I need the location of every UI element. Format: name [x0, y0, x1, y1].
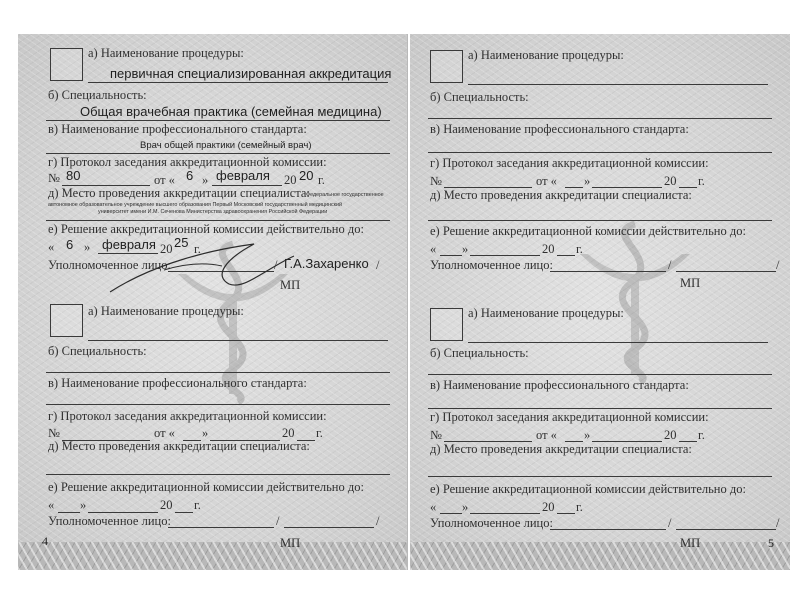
protocol-year-1: 20 — [299, 168, 314, 183]
mp-stamp-2: МП — [280, 536, 301, 550]
protocol-month-1: февраля — [216, 168, 270, 183]
protocol-year-suffix-3: г. — [698, 174, 705, 188]
protocol-from-1: от « — [154, 173, 175, 187]
place-label-1: д) Место проведения аккредитации специалиста: — [48, 186, 310, 200]
protocol-from-2: от « — [154, 426, 175, 440]
decision-day-1: 6 — [66, 237, 74, 252]
page-number-right: 5 — [768, 536, 774, 550]
protocol-year-prefix-3: 20 — [664, 174, 677, 188]
authorized-slash-2a: / — [276, 514, 280, 528]
decision-quote-open-2: « — [48, 498, 55, 512]
place-value-1c: университет имени И.М. Сеченова Министерства здравоохранения Российской Федерации — [98, 209, 328, 215]
authorized-slash-4a: / — [668, 516, 672, 530]
page-left — [18, 34, 408, 570]
standard-label-4: в) Наименование профессионального стандарта: — [430, 378, 689, 392]
protocol-day-1: 6 — [186, 168, 194, 183]
ornament-border-right — [410, 542, 790, 570]
decision-year-suffix-2: г. — [194, 498, 201, 512]
protocol-label-3: г) Протокол заседания аккредитационной комиссии: — [430, 156, 709, 170]
procedure-checkbox-1 — [50, 48, 83, 81]
decision-label-2: е) Решение аккредитационной комиссии действительно до: — [48, 480, 364, 494]
specialty-label-4: б) Специальность: — [430, 346, 529, 360]
protocol-quote-close-3: » — [584, 174, 591, 188]
place-label-4: д) Место проведения аккредитации специалиста: — [430, 442, 692, 456]
protocol-year-prefix-2: 20 — [282, 426, 295, 440]
decision-year-suffix-4: г. — [576, 500, 583, 514]
authorized-name-1: Г.А.Захаренко — [284, 256, 369, 271]
authorized-slash-4b: / — [776, 516, 780, 530]
decision-year-prefix-2: 20 — [160, 498, 173, 512]
signature-image — [104, 230, 304, 300]
protocol-num-sign-2: № — [48, 426, 60, 440]
decision-quote-close-3: » — [462, 242, 469, 256]
standard-label-2: в) Наименование профессионального стандарта: — [48, 376, 307, 390]
authorized-slash-3b: / — [776, 258, 780, 272]
protocol-quote-close-4: » — [584, 428, 591, 442]
protocol-year-suffix-1: г. — [318, 173, 325, 187]
mp-stamp-1: МП — [280, 278, 301, 292]
decision-label-1: е) Решение аккредитационной комиссии действительно до: — [48, 222, 364, 236]
authorized-label-3: Уполномоченное лицо: — [430, 258, 553, 272]
decision-label-3: е) Решение аккредитационной комиссии действительно до: — [430, 224, 746, 238]
place-label-2: д) Место проведения аккредитации специалиста: — [48, 439, 310, 453]
authorized-label-4: Уполномоченное лицо: — [430, 516, 553, 530]
decision-year-prefix-3: 20 — [542, 242, 555, 256]
mp-stamp-3: МП — [680, 276, 701, 290]
protocol-label-1: г) Протокол заседания аккредитационной комиссии: — [48, 155, 327, 169]
protocol-quote-close-1: » — [202, 173, 209, 187]
authorized-slash-3a: / — [668, 258, 672, 272]
specialty-value-1: Общая врачебная практика (семейная медицина) — [80, 104, 382, 119]
protocol-year-prefix-4: 20 — [664, 428, 677, 442]
standard-value-1: Врач общей практики (семейный врач) — [140, 140, 312, 151]
authorized-slash-1b: / — [376, 258, 380, 272]
page-right — [410, 34, 790, 570]
authorized-label-2: Уполномоченное лицо: — [48, 514, 171, 528]
place-value-1a: Федеральное государственное — [306, 192, 384, 198]
authorized-label-1: Уполномоченное лицо: — [48, 258, 171, 272]
decision-year-suffix-3: г. — [576, 242, 583, 256]
protocol-label-2: г) Протокол заседания аккредитационной комиссии: — [48, 409, 327, 423]
decision-quote-close-4: » — [462, 500, 469, 514]
procedure-checkbox-4 — [430, 308, 463, 341]
standard-label-1: в) Наименование профессионального стандарта: — [48, 122, 307, 136]
place-value-1b: автономное образовательное учреждение высшего образования Первый Московский государственный медицинский — [48, 202, 343, 208]
protocol-quote-close-2: » — [202, 426, 209, 440]
protocol-year-suffix-4: г. — [698, 428, 705, 442]
decision-year-suffix-1: г. — [194, 242, 201, 256]
protocol-num-sign-3: № — [430, 174, 442, 188]
protocol-from-3: от « — [536, 174, 557, 188]
authorized-slash-1a: / — [274, 258, 278, 272]
mp-stamp-4: МП — [680, 536, 701, 550]
decision-quote-open-1: « — [48, 240, 55, 254]
protocol-number-1: 80 — [66, 168, 81, 183]
decision-quote-open-3: « — [430, 242, 437, 256]
specialty-label-1: б) Специальность: — [48, 88, 147, 102]
procedure-checkbox-2 — [50, 304, 83, 337]
place-label-3: д) Место проведения аккредитации специалиста: — [430, 188, 692, 202]
decision-label-4: е) Решение аккредитационной комиссии действительно до: — [430, 482, 746, 496]
bowl-of-hygieia-icon — [560, 214, 710, 384]
decision-year-1: 25 — [174, 235, 189, 250]
specialty-label-3: б) Специальность: — [430, 90, 529, 104]
decision-year-prefix-4: 20 — [542, 500, 555, 514]
protocol-year-prefix-1: 20 — [284, 173, 297, 187]
specialty-label-2: б) Специальность: — [48, 344, 147, 358]
procedure-checkbox-3 — [430, 50, 463, 83]
decision-quote-close-2: » — [80, 498, 87, 512]
protocol-from-4: от « — [536, 428, 557, 442]
procedure-value-1: первичная специализированная аккредитация — [110, 66, 392, 81]
authorized-slash-2b: / — [376, 514, 380, 528]
certificate-spread — [18, 34, 790, 570]
page-number-left: 4 — [42, 534, 48, 548]
decision-quote-close-1: » — [84, 240, 91, 254]
procedure-label-4: а) Наименование процедуры: — [468, 306, 624, 320]
decision-quote-open-4: « — [430, 500, 437, 514]
decision-month-1: февраля — [102, 237, 156, 252]
procedure-label-1: а) Наименование процедуры: — [88, 46, 244, 60]
standard-label-3: в) Наименование профессионального стандарта: — [430, 122, 689, 136]
protocol-label-4: г) Протокол заседания аккредитационной комиссии: — [430, 410, 709, 424]
protocol-year-suffix-2: г. — [316, 426, 323, 440]
protocol-num-sign-1: № — [48, 171, 60, 185]
protocol-num-sign-4: № — [430, 428, 442, 442]
decision-year-prefix-1: 20 — [160, 242, 173, 256]
procedure-label-2: а) Наименование процедуры: — [88, 304, 244, 318]
ornament-border-left — [18, 542, 407, 570]
procedure-label-3: а) Наименование процедуры: — [468, 48, 624, 62]
